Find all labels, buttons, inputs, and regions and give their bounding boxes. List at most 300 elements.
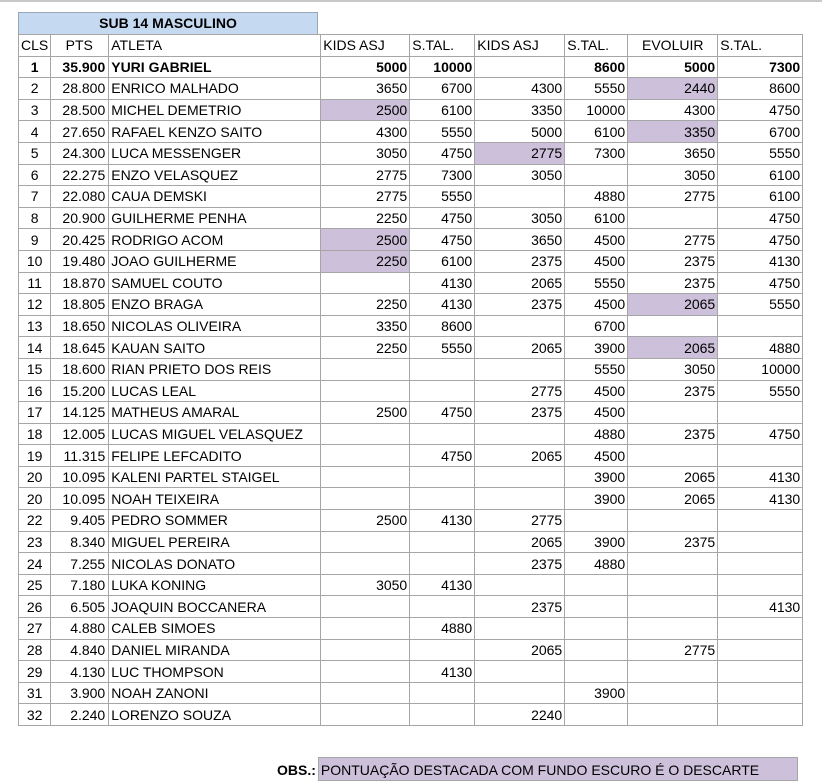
athlete-name-cell: LUC THOMPSON [109,661,321,683]
score-cell: 3650 [475,229,565,251]
score-cell: 5550 [718,294,803,316]
points-cell: 10.095 [51,466,109,488]
table-row [19,78,803,100]
score-cell: 2065 [475,445,565,467]
rank-cell: 23 [19,531,51,553]
score-cell: 3900 [565,531,628,553]
table-row [19,510,803,532]
rank-cell: 14 [19,337,51,359]
athlete-name-cell: YURI GABRIEL [109,56,321,78]
points-cell: 20.425 [51,229,109,251]
rank-cell: 12 [19,294,51,316]
score-cell [321,466,410,488]
athlete-name-cell: FELIPE LEFCADITO [109,445,321,467]
score-cell: 2065 [628,466,718,488]
score-cell: 3350 [321,315,410,337]
rank-cell: 29 [19,661,51,683]
rank-cell: 28 [19,639,51,661]
score-cell [410,682,475,704]
points-cell: 2.240 [51,704,109,726]
score-cell: 2775 [475,380,565,402]
score-cell: 3350 [475,99,565,121]
score-cell: 2065 [475,337,565,359]
score-cell: 4750 [718,423,803,445]
athlete-name-cell: PEDRO SOMMER [109,510,321,532]
header-stal-3: S.TAL. [718,35,803,57]
score-cell [321,272,410,294]
rank-cell: 22 [19,510,51,532]
score-cell: 2065 [475,531,565,553]
score-cell [628,315,718,337]
score-cell: 3350 [628,121,718,143]
score-cell: 5000 [321,56,410,78]
table-row [19,358,803,380]
score-cell: 5550 [718,142,803,164]
score-cell: 6100 [565,207,628,229]
athlete-name-cell: JOAQUIN BOCCANERA [109,596,321,618]
score-cell [475,682,565,704]
score-cell: 4880 [410,618,475,640]
score-cell [410,488,475,510]
score-cell [718,445,803,467]
score-cell [410,466,475,488]
rank-cell: 32 [19,704,51,726]
rank-cell: 8 [19,207,51,229]
score-cell: 3050 [321,574,410,596]
rank-cell: 13 [19,315,51,337]
table-row [19,466,803,488]
table-row [19,704,803,726]
score-cell [321,380,410,402]
header-cls: CLS [19,35,51,57]
rank-cell: 16 [19,380,51,402]
score-cell [565,704,628,726]
score-cell [475,315,565,337]
points-cell: 7.255 [51,553,109,575]
header-kids-asj-2: KIDS ASJ [475,35,565,57]
score-cell: 6100 [410,99,475,121]
score-cell: 7300 [565,142,628,164]
rank-cell: 5 [19,142,51,164]
score-cell: 4500 [565,380,628,402]
points-cell: 9.405 [51,510,109,532]
score-cell [565,574,628,596]
table-row [19,639,803,661]
points-cell: 6.505 [51,596,109,618]
points-cell: 22.275 [51,164,109,186]
points-cell: 3.900 [51,682,109,704]
rank-cell: 7 [19,186,51,208]
score-cell: 6100 [410,250,475,272]
score-cell: 4500 [565,294,628,316]
table-row [19,488,803,510]
points-cell: 18.645 [51,337,109,359]
score-cell: 4880 [565,186,628,208]
table-row [19,142,803,164]
score-cell [321,704,410,726]
score-cell: 6700 [565,315,628,337]
athlete-name-cell: SAMUEL COUTO [109,272,321,294]
score-cell: 4750 [718,99,803,121]
score-cell: 2775 [321,164,410,186]
score-cell: 2375 [628,531,718,553]
table-row [19,445,803,467]
score-cell: 3900 [565,337,628,359]
score-cell: 4130 [718,250,803,272]
score-cell: 2775 [321,186,410,208]
points-cell: 12.005 [51,423,109,445]
observation-note [277,757,798,781]
athlete-name-cell: ENZO VELASQUEZ [109,164,321,186]
score-cell: 2500 [321,99,410,121]
score-cell [321,682,410,704]
points-cell: 19.480 [51,250,109,272]
score-cell: 4750 [410,445,475,467]
table-row [19,682,803,704]
points-cell: 4.880 [51,618,109,640]
header-atleta: ATLETA [109,35,321,57]
ranking-table [18,34,803,726]
score-cell: 3050 [475,207,565,229]
score-cell [718,704,803,726]
score-cell [565,661,628,683]
score-cell: 2775 [628,186,718,208]
score-cell [565,596,628,618]
score-cell [565,639,628,661]
points-cell: 24.300 [51,142,109,164]
points-cell: 18.805 [51,294,109,316]
athlete-name-cell: MIGUEL PEREIRA [109,531,321,553]
score-cell: 2250 [321,337,410,359]
score-cell [321,596,410,618]
score-cell: 3050 [628,358,718,380]
athlete-name-cell: CAUA DEMSKI [109,186,321,208]
score-cell [628,661,718,683]
score-cell [321,639,410,661]
points-cell: 10.095 [51,488,109,510]
table-row [19,250,803,272]
score-cell: 3050 [475,164,565,186]
score-cell [475,358,565,380]
score-cell: 8600 [410,315,475,337]
score-cell: 2500 [321,402,410,424]
table-row [19,207,803,229]
score-cell: 7300 [410,164,475,186]
score-cell [410,531,475,553]
table-title: SUB 14 MASCULINO [18,12,318,35]
score-cell: 6100 [565,121,628,143]
score-cell: 4880 [565,553,628,575]
header-stal-2: S.TAL. [565,35,628,57]
table-row [19,380,803,402]
rank-cell: 20 [19,466,51,488]
athlete-name-cell: DANIEL MIRANDA [109,639,321,661]
score-cell: 2250 [321,250,410,272]
points-cell: 18.600 [51,358,109,380]
header-row [19,35,803,57]
score-cell: 7300 [718,56,803,78]
score-cell: 4300 [628,99,718,121]
athlete-name-cell: LUCAS LEAL [109,380,321,402]
score-cell [410,423,475,445]
score-cell [628,574,718,596]
score-cell: 4880 [718,337,803,359]
score-cell: 4750 [410,229,475,251]
rank-cell: 2 [19,78,51,100]
points-cell: 22.080 [51,186,109,208]
table-row [19,164,803,186]
score-cell: 4130 [410,294,475,316]
rank-cell: 11 [19,272,51,294]
score-cell [628,618,718,640]
score-cell [321,661,410,683]
score-cell: 4750 [718,207,803,229]
score-cell: 10000 [718,358,803,380]
score-cell: 6700 [410,78,475,100]
points-cell: 28.800 [51,78,109,100]
score-cell [410,553,475,575]
score-cell: 2375 [628,423,718,445]
score-cell [321,358,410,380]
score-cell [321,488,410,510]
score-cell: 3650 [628,142,718,164]
score-cell: 6100 [718,186,803,208]
score-cell: 10000 [410,56,475,78]
table-row [19,402,803,424]
score-cell: 3900 [565,466,628,488]
points-cell: 4.840 [51,639,109,661]
table-row [19,553,803,575]
score-cell: 4500 [565,250,628,272]
obs-text: PONTUAÇÃO DESTACADA COM FUNDO ESCURO É O DESCARTE [318,757,798,781]
rank-cell: 10 [19,250,51,272]
rank-cell: 19 [19,445,51,467]
table-row [19,423,803,445]
score-cell [475,618,565,640]
athlete-name-cell: MICHEL DEMETRIO [109,99,321,121]
score-cell: 4750 [410,142,475,164]
score-cell: 4500 [565,445,628,467]
score-cell [321,423,410,445]
score-cell [718,315,803,337]
score-cell [410,639,475,661]
score-cell [718,639,803,661]
score-cell: 3900 [565,682,628,704]
score-cell: 4750 [718,272,803,294]
athlete-name-cell: CALEB SIMOES [109,618,321,640]
score-cell [718,510,803,532]
score-cell [475,423,565,445]
table-row [19,56,803,78]
score-cell: 4750 [410,207,475,229]
score-cell: 5000 [628,56,718,78]
athlete-name-cell: LUCAS MIGUEL VELASQUEZ [109,423,321,445]
points-cell: 15.200 [51,380,109,402]
header-evoluir: EVOLUIR [628,35,718,57]
rank-cell: 1 [19,56,51,78]
score-cell [718,553,803,575]
score-cell: 2775 [628,639,718,661]
athlete-name-cell: NICOLAS DONATO [109,553,321,575]
score-cell: 4130 [410,510,475,532]
score-cell: 2375 [628,380,718,402]
score-cell: 4130 [410,272,475,294]
header-pts: PTS [51,35,109,57]
athlete-name-cell: LORENZO SOUZA [109,704,321,726]
score-cell: 2775 [475,510,565,532]
athlete-name-cell: KALENI PARTEL STAIGEL [109,466,321,488]
points-cell: 18.870 [51,272,109,294]
athlete-name-cell: ENZO BRAGA [109,294,321,316]
score-cell [475,466,565,488]
score-cell [628,704,718,726]
table-row [19,574,803,596]
table-row [19,121,803,143]
table-row [19,337,803,359]
score-cell [565,510,628,532]
athlete-name-cell: RODRIGO ACOM [109,229,321,251]
score-cell [475,186,565,208]
score-cell: 5550 [410,121,475,143]
score-cell: 2500 [321,229,410,251]
points-cell: 18.650 [51,315,109,337]
obs-label: OBS.: [277,762,316,778]
athlete-name-cell: GUILHERME PENHA [109,207,321,229]
score-cell: 4130 [410,661,475,683]
score-cell: 4130 [718,596,803,618]
score-cell: 3050 [628,164,718,186]
table-row [19,531,803,553]
points-cell: 4.130 [51,661,109,683]
score-cell: 2500 [321,510,410,532]
rank-cell: 24 [19,553,51,575]
points-cell: 35.900 [51,56,109,78]
rank-cell: 27 [19,618,51,640]
rank-cell: 18 [19,423,51,445]
rank-cell: 15 [19,358,51,380]
points-cell: 28.500 [51,99,109,121]
points-cell: 11.315 [51,445,109,467]
athlete-name-cell: NICOLAS OLIVEIRA [109,315,321,337]
athlete-name-cell: RIAN PRIETO DOS REIS [109,358,321,380]
score-cell: 3900 [565,488,628,510]
score-cell: 4300 [475,78,565,100]
athlete-name-cell: LUCA MESSENGER [109,142,321,164]
score-cell: 10000 [565,99,628,121]
score-cell: 2440 [628,78,718,100]
points-cell: 8.340 [51,531,109,553]
rank-cell: 20 [19,488,51,510]
score-cell: 2375 [475,250,565,272]
score-cell [410,596,475,618]
score-cell: 5550 [565,78,628,100]
score-cell: 4500 [565,229,628,251]
athlete-name-cell: LUKA KONING [109,574,321,596]
rank-cell: 9 [19,229,51,251]
table-row [19,596,803,618]
score-cell: 5000 [475,121,565,143]
table-row [19,99,803,121]
score-cell [628,402,718,424]
athlete-name-cell: RAFAEL KENZO SAITO [109,121,321,143]
score-cell [410,380,475,402]
score-cell: 6100 [718,164,803,186]
score-cell: 5550 [565,272,628,294]
header-kids-asj-1: KIDS ASJ [321,35,410,57]
score-cell [718,531,803,553]
score-cell: 2375 [628,272,718,294]
table-row [19,294,803,316]
table-row [19,315,803,337]
score-cell [410,358,475,380]
score-cell: 4130 [410,574,475,596]
score-cell: 2375 [475,294,565,316]
points-cell: 27.650 [51,121,109,143]
score-cell [628,445,718,467]
score-cell [475,488,565,510]
score-cell: 4750 [718,229,803,251]
score-cell [475,56,565,78]
score-cell [628,510,718,532]
score-cell [718,574,803,596]
athlete-name-cell: JOAO GUILHERME [109,250,321,272]
rank-cell: 25 [19,574,51,596]
score-cell: 2375 [475,553,565,575]
score-cell: 4750 [410,402,475,424]
rank-cell: 6 [19,164,51,186]
score-cell: 6700 [718,121,803,143]
score-cell: 2775 [475,142,565,164]
score-cell: 5550 [410,337,475,359]
top-border-line [0,0,822,2]
score-cell [628,207,718,229]
score-cell: 4130 [718,488,803,510]
score-cell: 4300 [321,121,410,143]
table-row [19,272,803,294]
points-cell: 7.180 [51,574,109,596]
athlete-name-cell: NOAH TEIXEIRA [109,488,321,510]
score-cell [410,704,475,726]
score-cell [475,661,565,683]
score-cell [718,402,803,424]
athlete-name-cell: KAUAN SAITO [109,337,321,359]
rank-cell: 4 [19,121,51,143]
score-cell: 4130 [718,466,803,488]
score-cell: 3050 [321,142,410,164]
score-cell [565,618,628,640]
score-cell [718,618,803,640]
rank-cell: 26 [19,596,51,618]
points-cell: 14.125 [51,402,109,424]
score-cell: 4500 [565,402,628,424]
rank-cell: 17 [19,402,51,424]
score-cell [718,682,803,704]
score-cell [321,553,410,575]
score-cell [628,553,718,575]
score-cell [628,596,718,618]
score-cell: 2240 [475,704,565,726]
athlete-name-cell: ENRICO MALHADO [109,78,321,100]
score-cell: 2065 [628,337,718,359]
score-cell [628,682,718,704]
score-cell: 5550 [718,380,803,402]
score-cell: 2065 [628,294,718,316]
table-row [19,229,803,251]
points-cell: 20.900 [51,207,109,229]
score-cell [321,445,410,467]
score-cell: 4880 [565,423,628,445]
score-cell: 2065 [475,272,565,294]
